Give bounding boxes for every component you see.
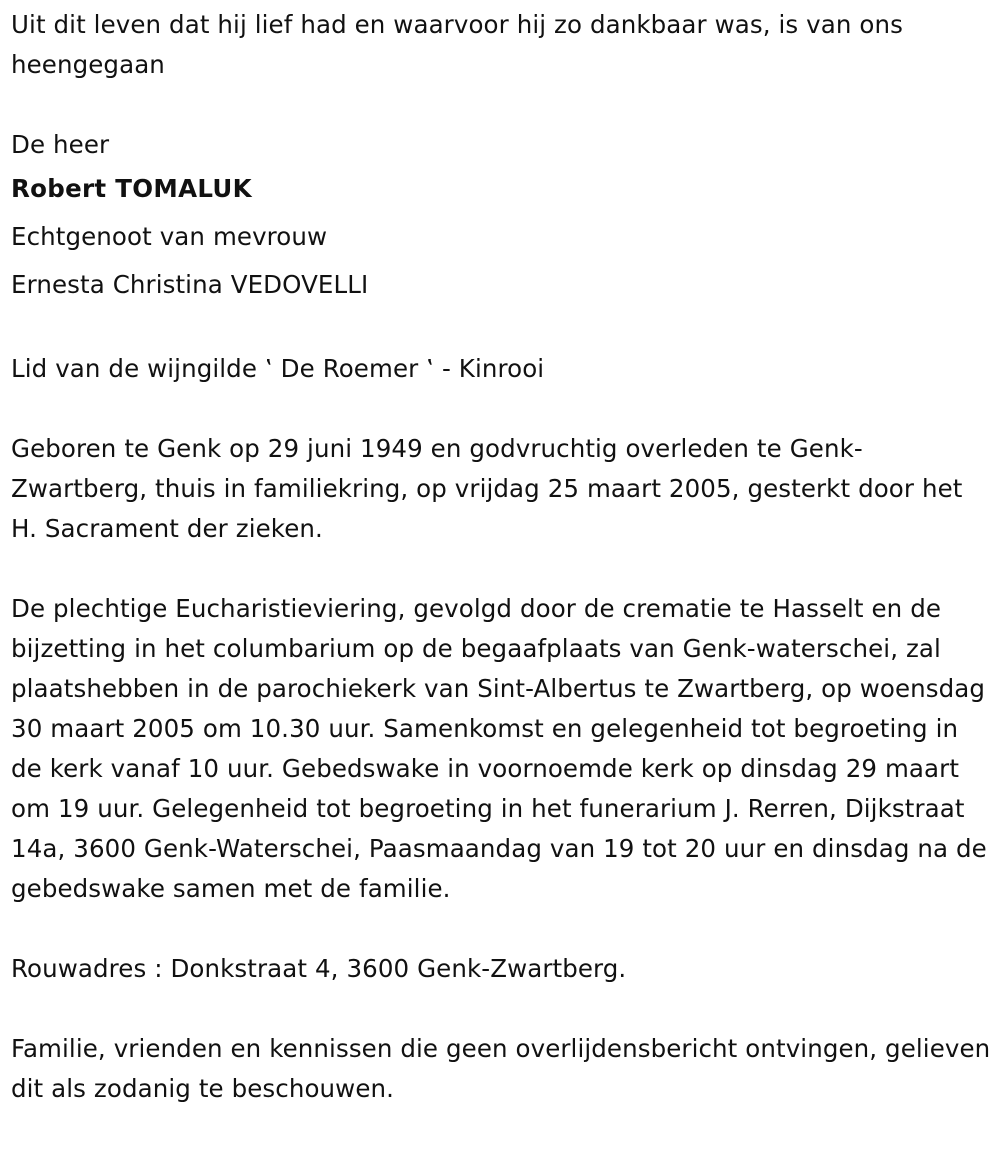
- obituary-document: [11, 5, 996, 1109]
- spouse-label: Echtgenoot van mevrouw: [11, 222, 328, 251]
- closing-text: Familie, vrienden en kennissen die geen overlijdensbericht ontvingen, gelieven dit als zodanig te beschouwen.: [11, 1034, 991, 1103]
- deceased-name: Robert TOMALUK: [11, 174, 252, 203]
- spacer: [11, 389, 996, 429]
- address-text: Rouwadres : Donkstraat 4, 3600 Genk-Zwartberg.: [11, 954, 627, 983]
- spouse-name: Ernesta Christina VEDOVELLI: [11, 270, 369, 299]
- ceremony-text: De plechtige Eucharistieviering, gevolgd door de crematie te Hasselt en de bijzetting in het columbarium op de begaafplaats van Genk-waterschei, zal plaatshebben in de parochiekerk van Sint-Albertus te Zwartberg, op woensdag 30 maart 2005 om 10.30 uur. Samenkomst en gelegenheid tot begroeting in de kerk vanaf 10 uur. Gebedswake in voornoemde kerk op dinsdag 29 maart om 19 uur. Gelegenheid tot begroeting in het funerarium J. Rerren, Dijkstraat 14a, 3600 Genk-Waterschei, Paasmaandag van 19 tot 20 uur en dinsdag na de gebedswake samen met de familie.: [11, 594, 987, 903]
- spacer: [11, 909, 996, 949]
- membership-text: Lid van de wijngilde ‛ De Roemer ‛ - Kinrooi: [11, 354, 545, 383]
- spacer: [11, 549, 996, 589]
- salutation: De heer: [11, 130, 110, 159]
- spacer: [11, 309, 996, 349]
- spacer: [11, 85, 996, 125]
- intro-text: Uit dit leven dat hij lief had en waarvoor hij zo dankbaar was, is van ons heengegaan: [11, 10, 903, 79]
- spacer: [11, 989, 996, 1029]
- birth-death-text: Geboren te Genk op 29 juni 1949 en godvruchtig overleden te Genk-Zwartberg, thuis in familiekring, op vrijdag 25 maart 2005, gesterkt door het H. Sacrament der zieken.: [11, 434, 963, 543]
